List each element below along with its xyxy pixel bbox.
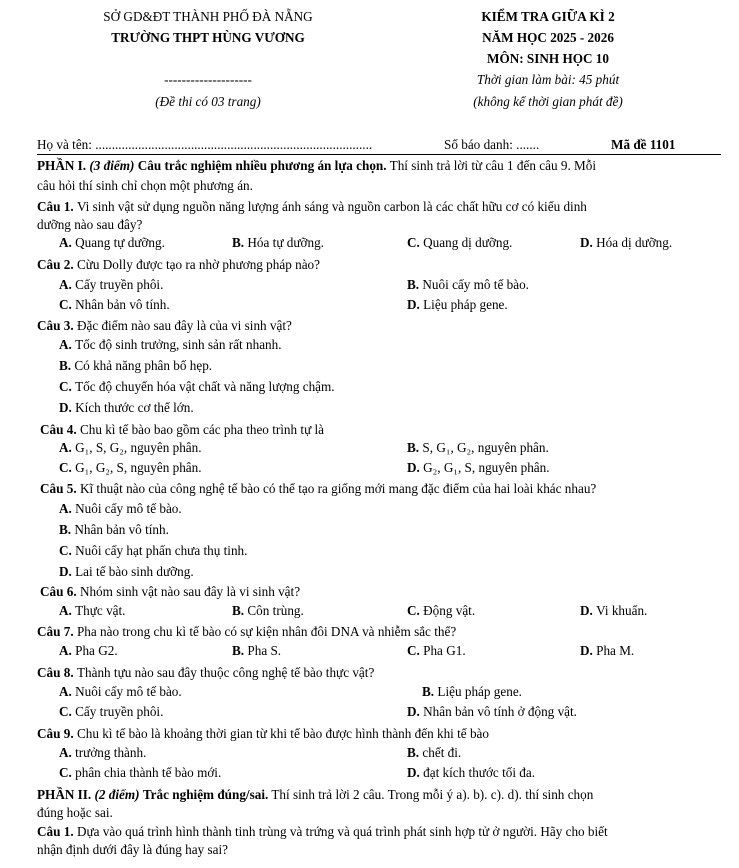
- answer-option-a: [59, 337, 282, 353]
- answer-option-b: [422, 684, 522, 700]
- option-key: B.: [59, 358, 75, 373]
- answer-option-d: [407, 460, 550, 476]
- answer-option-a: [59, 277, 163, 293]
- option-text: Vi khuẩn.: [596, 603, 648, 618]
- option-key: C.: [59, 543, 76, 558]
- student-name-field: Họ và tên: ....................................................................................: [37, 137, 373, 152]
- option-key: D.: [59, 564, 76, 579]
- question-stem: [40, 422, 324, 438]
- answer-option-c: [407, 603, 475, 619]
- option-text: Liệu pháp gene.: [423, 297, 508, 312]
- question-text: Dựa vào quá trình hình thành tinh trùng và trứng và quá trình phát sinh hợp tử ở người. Hãy cho biết: [76, 824, 608, 839]
- part2-heading: Trắc nghiệm đúng/sai.: [142, 787, 269, 802]
- answer-option-b: [232, 235, 324, 251]
- answer-option-a: [59, 745, 146, 761]
- part1-points: (3 điểm): [89, 158, 135, 173]
- option-text: Pha M.: [596, 643, 635, 658]
- option-key: B.: [422, 684, 438, 699]
- option-text: Hóa dị dưỡng.: [596, 235, 673, 250]
- question-text: Nhóm sinh vật nào sau đây là vi sinh vật?: [79, 584, 301, 599]
- question-text: Thành tựu nào sau đây thuộc công nghệ tế bào thực vật?: [76, 665, 375, 680]
- question-number: Câu 8.: [37, 665, 77, 680]
- answer-option-b: [407, 440, 549, 456]
- answer-option-a: [59, 643, 118, 659]
- answer-option-c: [59, 765, 221, 781]
- option-key: B.: [232, 643, 248, 658]
- option-text: Nuôi cấy mô tế bào.: [75, 501, 182, 516]
- answer-option-a: [59, 684, 182, 700]
- answer-option-c: [59, 379, 335, 395]
- option-key: C.: [407, 235, 424, 250]
- option-key: C.: [59, 704, 76, 719]
- question-text: Kĩ thuật nào của công nghệ tế bào có thể tạo ra giống mới mang đặc điểm của hai loài khác nhau?: [79, 481, 597, 496]
- option-text: Nuôi cấy mô tế bào.: [75, 684, 182, 699]
- answer-option-b: [232, 643, 281, 659]
- answer-option-a: [59, 440, 202, 456]
- option-key: B.: [407, 440, 423, 455]
- answer-option-d: [580, 235, 672, 251]
- option-key: B.: [59, 522, 75, 537]
- option-text: Hóa tự dưỡng.: [247, 235, 324, 250]
- option-text: S, G₁, G₂, nguyên phân.: [422, 440, 549, 455]
- question-number: Câu 1.: [37, 199, 77, 214]
- part2-question-1-line2: nhận định dưới đây là đúng hay sai?: [37, 842, 229, 857]
- option-text: Lai tế bào sinh dưỡng.: [75, 564, 194, 579]
- part1-heading: Câu trắc nghiệm nhiều phương án lựa chọn.: [137, 158, 387, 173]
- answer-option-a: [59, 603, 125, 619]
- answer-option-b: [59, 522, 169, 538]
- option-text: Nhân bản vô tính.: [75, 297, 170, 312]
- part2-points: (2 điểm): [94, 787, 140, 802]
- option-text: Cấy truyền phôi.: [75, 704, 164, 719]
- answer-option-a: [59, 501, 182, 517]
- option-text: Tốc độ sinh trưởng, sinh sản rất nhanh.: [75, 337, 282, 352]
- answer-option-d: [407, 765, 535, 781]
- question-number: Câu 2.: [37, 257, 77, 272]
- question-number: Câu 7.: [37, 624, 77, 639]
- divider-line: [37, 154, 721, 155]
- part2-header: [37, 787, 593, 803]
- option-key: A.: [59, 235, 76, 250]
- question-stem: [37, 665, 374, 681]
- option-text: Tốc độ chuyển hóa vật chất và năng lượng chậm.: [75, 379, 335, 394]
- part1-title: PHẦN I.: [37, 158, 87, 173]
- question-number: Câu 4.: [40, 422, 80, 437]
- option-key: C.: [59, 460, 76, 475]
- school-year: NĂM HỌC 2025 - 2026: [482, 30, 614, 45]
- option-key: A.: [59, 745, 76, 760]
- question-number: Câu 9.: [37, 726, 77, 741]
- option-text: G₁, S, G₂, nguyên phân.: [75, 440, 202, 455]
- answer-option-c: [59, 460, 202, 476]
- option-text: Nuôi cấy mô tế bào.: [422, 277, 529, 292]
- answer-option-c: [59, 297, 170, 313]
- option-text: G₁, G₂, S, nguyên phân.: [75, 460, 202, 475]
- student-id-field: Số báo danh: .......: [444, 137, 540, 152]
- option-key: B.: [407, 277, 423, 292]
- answer-option-c: [407, 643, 466, 659]
- question-number: Câu 6.: [40, 584, 80, 599]
- question-text-line2: dưỡng nào sau đây?: [37, 217, 143, 232]
- time-note: (không kể thời gian phát đề): [473, 94, 623, 109]
- option-text: Động vật.: [423, 603, 476, 618]
- question-text: Pha nào trong chu kì tế bào có sự kiện nhân đôi DNA và nhiễm sắc thể?: [76, 624, 457, 639]
- answer-option-d: [407, 297, 508, 313]
- answer-option-a: [59, 235, 165, 251]
- answer-option-d: [59, 400, 194, 416]
- option-text: Côn trùng.: [247, 603, 304, 618]
- option-text: chết đi.: [422, 745, 462, 760]
- option-text: Quang tự dưỡng.: [75, 235, 165, 250]
- exam-code: Mã đề 1101: [611, 137, 676, 152]
- answer-option-d: [580, 603, 647, 619]
- option-text: trưởng thành.: [75, 745, 147, 760]
- question-stem: [37, 199, 587, 215]
- option-text: Có khả năng phân bố hẹp.: [74, 358, 213, 373]
- answer-option-b: [232, 603, 304, 619]
- option-text: Kích thước cơ thể lớn.: [75, 400, 194, 415]
- part1-header: [37, 158, 596, 174]
- option-key: A.: [59, 684, 76, 699]
- question-number: Câu 5.: [40, 481, 80, 496]
- option-key: D.: [407, 297, 424, 312]
- option-key: D.: [59, 400, 76, 415]
- option-text: Thực vật.: [75, 603, 126, 618]
- option-text: Pha S.: [247, 643, 282, 658]
- option-key: A.: [59, 277, 76, 292]
- option-key: D.: [407, 765, 424, 780]
- header-dashes: --------------------: [164, 72, 252, 87]
- question-text: Chu kì tế bào bao gồm các pha theo trình tự là: [79, 422, 325, 437]
- option-text: Pha G1.: [423, 643, 466, 658]
- question-number: Câu 3.: [37, 318, 77, 333]
- question-text: Đặc điểm nào sau đây là của vi sinh vật?: [76, 318, 292, 333]
- pages-note: (Đề thi có 03 trang): [155, 94, 261, 109]
- option-key: D.: [407, 704, 424, 719]
- answer-option-d: [59, 564, 194, 580]
- option-text: Cấy truyền phôi.: [75, 277, 164, 292]
- answer-option-d: [407, 704, 577, 720]
- option-key: B.: [232, 235, 248, 250]
- answer-option-b: [59, 358, 212, 374]
- question-text: Vi sinh vật sử dụng nguồn năng lượng ánh sáng và nguồn carbon là các chất hữu cơ có kiểu dinh: [76, 199, 587, 214]
- option-key: B.: [232, 603, 248, 618]
- option-key: C.: [59, 379, 76, 394]
- option-key: C.: [407, 603, 424, 618]
- option-key: C.: [59, 297, 76, 312]
- question-stem: [37, 257, 320, 273]
- question-stem: [37, 624, 456, 640]
- option-key: C.: [59, 765, 76, 780]
- part2-title: PHẦN II.: [37, 787, 92, 802]
- option-text: Nhân bản vô tính ở động vật.: [423, 704, 577, 719]
- option-key: A.: [59, 337, 76, 352]
- part1-desc: Thí sinh trả lời từ câu 1 đến câu 9. Mỗi: [389, 158, 597, 173]
- option-key: D.: [580, 643, 597, 658]
- question-text: Cừu Dolly được tạo ra nhờ phương pháp nào?: [76, 257, 320, 272]
- subject: MÔN: SINH HỌC 10: [487, 51, 609, 66]
- option-key: B.: [407, 745, 423, 760]
- answer-option-b: [407, 745, 461, 761]
- option-text: Pha G2.: [75, 643, 118, 658]
- question-stem: [37, 318, 292, 334]
- answer-option-b: [407, 277, 529, 293]
- option-key: D.: [580, 603, 597, 618]
- option-text: phân chia thành tế bào mới.: [75, 765, 222, 780]
- question-stem: [40, 584, 300, 600]
- option-key: A.: [59, 603, 76, 618]
- answer-option-c: [407, 235, 512, 251]
- exam-title: KIỂM TRA GIỮA KÌ 2: [481, 9, 615, 24]
- question-number: Câu 1.: [37, 824, 74, 839]
- question-text: Chu kì tế bào là khoảng thời gian từ khi tế bào được hình thành đến khi tế bào: [76, 726, 490, 741]
- answer-option-c: [59, 543, 247, 559]
- option-text: Quang dị dưỡng.: [423, 235, 513, 250]
- option-text: Nuôi cấy hạt phấn chưa thụ tinh.: [75, 543, 248, 558]
- option-text: Liệu pháp gene.: [437, 684, 522, 699]
- part2-question-1: [37, 824, 608, 840]
- question-stem: [37, 726, 489, 742]
- time-limit: Thời gian làm bài: 45 phút: [476, 72, 620, 87]
- department-name: SỞ GD&ĐT THÀNH PHỐ ĐÀ NẴNG: [103, 9, 313, 24]
- option-key: D.: [580, 235, 597, 250]
- option-text: đạt kích thước tối đa.: [423, 765, 536, 780]
- option-text: Nhân bản vô tính.: [74, 522, 169, 537]
- school-name: TRƯỜNG THPT HÙNG VƯƠNG: [111, 30, 305, 45]
- part2-desc: Thí sinh trả lời 2 câu. Trong mỗi ý a). b). c). d). thí sinh chọn: [271, 787, 594, 802]
- option-key: C.: [407, 643, 424, 658]
- part1-desc-line2: câu hỏi thí sinh chỉ chọn một phương án.: [37, 178, 253, 193]
- answer-option-c: [59, 704, 163, 720]
- option-key: A.: [59, 501, 76, 516]
- option-key: D.: [407, 460, 424, 475]
- option-key: A.: [59, 643, 76, 658]
- option-key: A.: [59, 440, 76, 455]
- option-text: G₂, G₁, S, nguyên phân.: [423, 460, 550, 475]
- question-stem: [40, 481, 596, 497]
- answer-option-d: [580, 643, 634, 659]
- part2-desc-line2: đúng hoặc sai.: [37, 805, 113, 820]
